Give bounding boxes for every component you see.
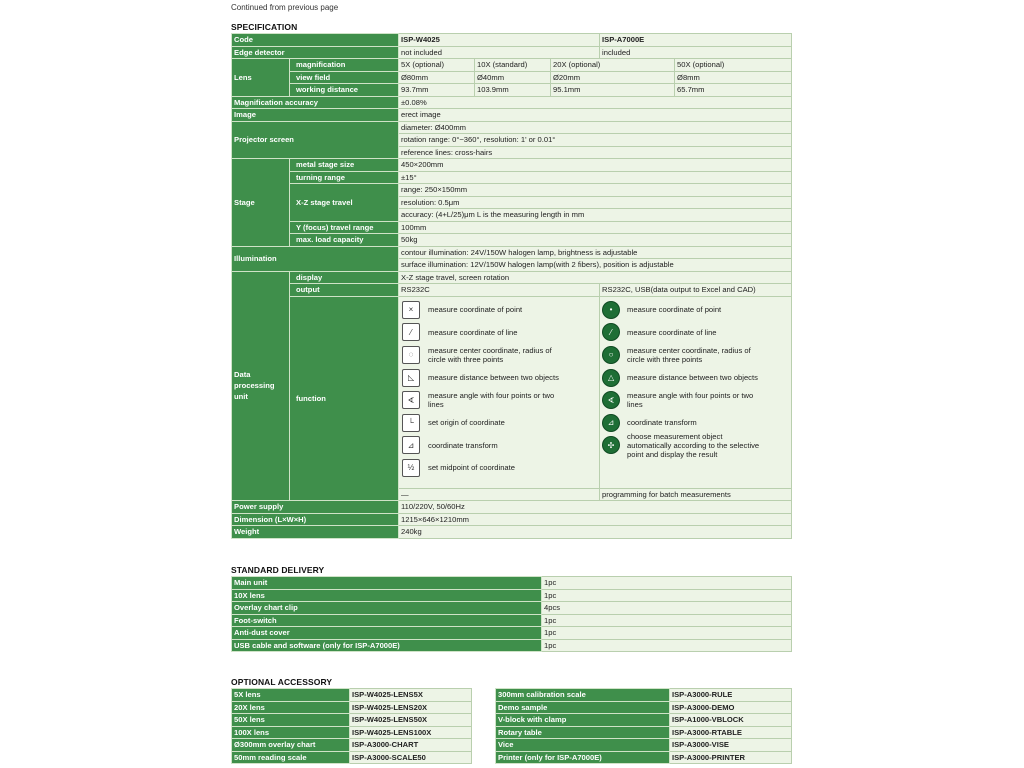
wd-label: working distance [290, 84, 399, 97]
illum-label: Illumination [232, 246, 399, 271]
function-item [402, 366, 596, 389]
item-name: 300mm calibration scale [496, 689, 670, 702]
item-value: ISP-W4025-LENS100X [350, 726, 472, 739]
y-label: Y (focus) travel range [290, 221, 399, 234]
fov-cell: Ø20mm [551, 71, 675, 84]
item-value: ISP-A3000-CHART [350, 739, 472, 752]
table-row [232, 689, 472, 702]
function-text: measure coordinate of line [627, 327, 717, 337]
dim-value: 1215×646×1210mm [399, 513, 792, 526]
prog-a: — [399, 488, 600, 501]
item-value: 1pc [542, 614, 792, 627]
item-name: Ø300mm overlay chart [232, 739, 350, 752]
table-row [232, 701, 472, 714]
weight-value: 240kg [399, 526, 792, 539]
xz-line: range: 250×150mm [399, 184, 792, 197]
wd-cell: 103.9mm [475, 84, 551, 97]
table-row [232, 627, 792, 640]
item-value: ISP-A3000-DEMO [670, 701, 792, 714]
mstage-value: 450×200mm [399, 159, 792, 172]
code-b: ISP-A7000E [600, 34, 792, 47]
transform-icon: ⊿ [402, 436, 420, 454]
function-text: choose measurement object automatically according to the selective point and display the result [627, 431, 760, 459]
point-icon: × [402, 301, 420, 319]
item-value: ISP-A3000-RTABLE [670, 726, 792, 739]
distance-icon: ◺ [402, 369, 420, 387]
function-text: set origin of coordinate [428, 418, 505, 428]
y-value: 100mm [399, 221, 792, 234]
optional-table-left [231, 688, 472, 764]
mag-cell: 20X (optional) [551, 59, 675, 72]
table-row [232, 577, 792, 590]
item-value: 1pc [542, 577, 792, 590]
proj-label: Projector screen [232, 121, 399, 159]
item-name: 100X lens [232, 726, 350, 739]
mag-label: magnification [290, 59, 399, 72]
function-item [402, 457, 596, 480]
function-item [603, 299, 788, 322]
function-text: measure center coordinate, radius of circle with three points [428, 345, 552, 364]
table-row [496, 701, 792, 714]
wd-cell: 65.7mm [675, 84, 792, 97]
function-item [603, 389, 788, 412]
table-row [496, 714, 792, 727]
dp-label: Data processing unit [232, 271, 290, 501]
function-item [402, 389, 596, 412]
wd-cell: 95.1mm [551, 84, 675, 97]
table-row [232, 589, 792, 602]
function-item [603, 431, 788, 459]
function-item [603, 321, 788, 344]
item-value: ISP-A3000-PRINTER [670, 751, 792, 764]
item-name: 50X lens [232, 714, 350, 727]
code-label: Code [232, 34, 399, 47]
item-name: Overlay chart clip [232, 602, 542, 615]
optional-title: OPTIONAL ACCESSORY [231, 677, 333, 687]
mag-cell: 10X (standard) [475, 59, 551, 72]
delivery-title: STANDARD DELIVERY [231, 565, 325, 575]
item-name: USB cable and software (only for ISP-A7000E) [232, 639, 542, 652]
function-text: measure angle with four points or two lines [627, 391, 754, 410]
item-value: 1pc [542, 639, 792, 652]
item-value: ISP-A3000-RULE [670, 689, 792, 702]
item-value: 1pc [542, 627, 792, 640]
xz-line: resolution: 0.5μm [399, 196, 792, 209]
table-row [232, 614, 792, 627]
continued-note: Continued from previous page [231, 3, 339, 12]
item-value: ISP-W4025-LENS50X [350, 714, 472, 727]
delivery-table [231, 576, 792, 652]
edge-b: included [600, 46, 792, 59]
power-value: 110/220V, 50/60Hz [399, 501, 792, 514]
origin-icon: └ [402, 414, 420, 432]
midpoint-icon: ½ [402, 459, 420, 477]
function-text: coordinate transform [627, 418, 697, 428]
table-row [232, 751, 472, 764]
item-name: V-block with clamp [496, 714, 670, 727]
lens-label: Lens [232, 59, 290, 97]
display-label: display [290, 271, 399, 284]
output-label: output [290, 284, 399, 297]
proj-line: diameter: Ø400mm [399, 121, 792, 134]
table-row [496, 751, 792, 764]
function-text: coordinate transform [428, 440, 498, 450]
proj-line: rotation range: 0°~360°, resolution: 1' or 0.01° [399, 134, 792, 147]
circle-icon: ○ [603, 347, 619, 363]
dim-label: Dimension (L×W×H) [232, 513, 399, 526]
stage-label: Stage [232, 159, 290, 247]
proj-line: reference lines: cross-hairs [399, 146, 792, 159]
function-text: measure coordinate of point [627, 305, 722, 315]
item-name: Rotary table [496, 726, 670, 739]
xz-label: X-Z stage travel [290, 184, 399, 222]
point-icon: • [603, 302, 619, 318]
item-value: ISP-W4025-LENS20X [350, 701, 472, 714]
item-name: Main unit [232, 577, 542, 590]
load-label: max. load capacity [290, 234, 399, 247]
distance-icon: △ [603, 370, 619, 386]
function-item [402, 344, 596, 367]
function-list-a [399, 296, 600, 488]
item-value: 4pcs [542, 602, 792, 615]
function-text: measure distance between two objects [627, 373, 758, 383]
function-text: measure distance between two objects [428, 373, 559, 383]
table-row [232, 714, 472, 727]
fov-label: view field [290, 71, 399, 84]
mag-cell: 5X (optional) [399, 59, 475, 72]
display-value: X-Z stage travel, screen rotation [399, 271, 792, 284]
illum-line: contour illumination: 24V/150W halogen lamp, brightness is adjustable [399, 246, 792, 259]
function-text: set midpoint of coordinate [428, 463, 515, 473]
table-row [496, 726, 792, 739]
table-row [232, 602, 792, 615]
prog-b: programming for batch measurements [600, 488, 792, 501]
output-a: RS232C [399, 284, 600, 297]
line-icon: ⁄ [402, 323, 420, 341]
item-name: 50mm reading scale [232, 751, 350, 764]
item-name: 5X lens [232, 689, 350, 702]
item-value: ISP-A3000-SCALE50 [350, 751, 472, 764]
function-text: measure coordinate of line [428, 327, 518, 337]
angle-icon: ∢ [402, 391, 420, 409]
item-name: 10X lens [232, 589, 542, 602]
mag-cell: 50X (optional) [675, 59, 792, 72]
function-text: measure angle with four points or two lines [428, 391, 555, 410]
fov-cell: Ø80mm [399, 71, 475, 84]
fov-cell: Ø8mm [675, 71, 792, 84]
macc-value: ±0.08% [399, 96, 792, 109]
image-label: Image [232, 109, 399, 122]
output-b: RS232C, USB(data output to Excel and CAD) [600, 284, 792, 297]
spec-table [231, 33, 792, 539]
xz-line: accuracy: (4+L/25)μm L is the measuring length in mm [399, 209, 792, 222]
turn-label: turning range [290, 171, 399, 184]
function-item [402, 321, 596, 344]
function-list-b [600, 296, 792, 488]
load-value: 50kg [399, 234, 792, 247]
power-label: Power supply [232, 501, 399, 514]
turn-value: ±15° [399, 171, 792, 184]
mstage-label: metal stage size [290, 159, 399, 172]
function-item [402, 299, 596, 322]
table-row [232, 739, 472, 752]
item-name: Printer (only for ISP-A7000E) [496, 751, 670, 764]
function-item [603, 366, 788, 389]
image-value: erect image [399, 109, 792, 122]
table-row [496, 739, 792, 752]
edge-a: not included [399, 46, 600, 59]
item-name: Anti-dust cover [232, 627, 542, 640]
function-label: function [290, 296, 399, 501]
code-a: ISP-W4025 [399, 34, 600, 47]
item-value: ISP-W4025-LENS5X [350, 689, 472, 702]
item-value: 1pc [542, 589, 792, 602]
line-icon: ⁄ [603, 324, 619, 340]
weight-label: Weight [232, 526, 399, 539]
auto-icon: ✣ [603, 437, 619, 453]
item-name: 20X lens [232, 701, 350, 714]
item-name: Demo sample [496, 701, 670, 714]
table-row [232, 639, 792, 652]
wd-cell: 93.7mm [399, 84, 475, 97]
macc-label: Magnification accuracy [232, 96, 399, 109]
item-value: ISP-A3000-VISE [670, 739, 792, 752]
spec-title: SPECIFICATION [231, 22, 298, 32]
fov-cell: Ø40mm [475, 71, 551, 84]
function-item [603, 344, 788, 367]
edge-label: Edge detector [232, 46, 399, 59]
function-item [402, 434, 596, 457]
table-row [496, 689, 792, 702]
function-item [402, 411, 596, 434]
item-value: ISP-A1000-VBLOCK [670, 714, 792, 727]
function-text: measure coordinate of point [428, 305, 523, 315]
optional-table-right [495, 688, 792, 764]
transform-icon: ⊿ [603, 415, 619, 431]
circle-icon: ◌ [402, 346, 420, 364]
item-name: Vice [496, 739, 670, 752]
table-row [232, 726, 472, 739]
function-item [603, 411, 788, 434]
item-name: Foot-switch [232, 614, 542, 627]
illum-line: surface illumination: 12V/150W halogen lamp(with 2 fibers), position is adjustable [399, 259, 792, 272]
function-text: measure center coordinate, radius of circle with three points [627, 345, 751, 364]
angle-icon: ∢ [603, 392, 619, 408]
